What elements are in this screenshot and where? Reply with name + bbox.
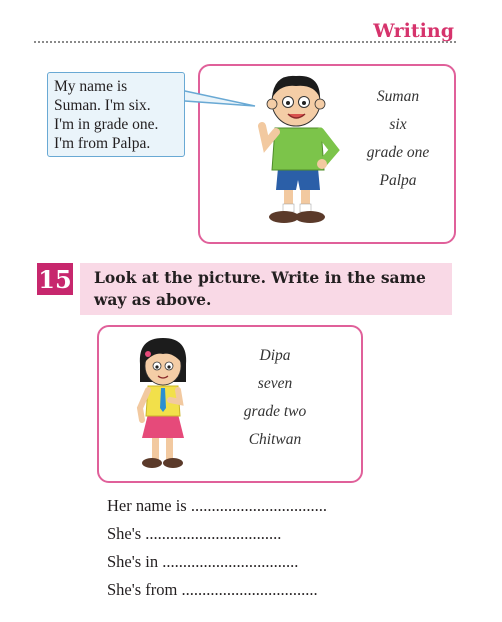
exercise-instruction <box>80 263 452 315</box>
answer-blank[interactable]: ................................. <box>145 524 282 543</box>
info-place: Chitwan <box>248 431 302 448</box>
info-age: seven <box>257 375 293 392</box>
sentence-row <box>107 580 318 600</box>
sentence-prompt: She's in <box>107 552 163 571</box>
info-place: Palpa <box>379 172 417 189</box>
info-grade: grade two <box>243 403 307 420</box>
sentence-prompt: She's <box>107 524 146 543</box>
section-title: Writing <box>373 20 454 42</box>
speech-line: I'm from Palpa. <box>54 135 151 152</box>
boy-illustration <box>248 66 348 236</box>
answer-blank[interactable]: ................................. <box>162 552 299 571</box>
info-name: Dipa <box>259 347 291 364</box>
info-age: six <box>389 116 407 133</box>
header-divider <box>34 41 456 43</box>
girl-illustration <box>128 334 198 474</box>
sentence-prompt: She's from <box>107 580 182 599</box>
answer-blank[interactable]: ................................. <box>181 580 318 599</box>
speech-bubble <box>47 72 185 157</box>
instruction-line: Look at the picture. Write in the same <box>94 268 426 287</box>
sentence-row <box>107 552 298 572</box>
speech-line: My name is <box>54 78 128 95</box>
info-name: Suman <box>376 88 420 105</box>
exercise-info-list <box>230 342 320 454</box>
info-grade: grade one <box>366 144 430 161</box>
sentence-row <box>107 524 281 544</box>
sentence-row <box>107 496 327 516</box>
sentence-prompt: Her name is <box>107 496 191 515</box>
answer-blank[interactable]: ................................. <box>190 496 327 515</box>
instruction-line: way as above. <box>94 290 212 309</box>
exercise-number: 15 <box>38 264 72 294</box>
example-info-list <box>353 83 443 195</box>
speech-line: I'm in grade one. <box>54 116 159 133</box>
speech-line: Suman. I'm six. <box>54 97 151 114</box>
